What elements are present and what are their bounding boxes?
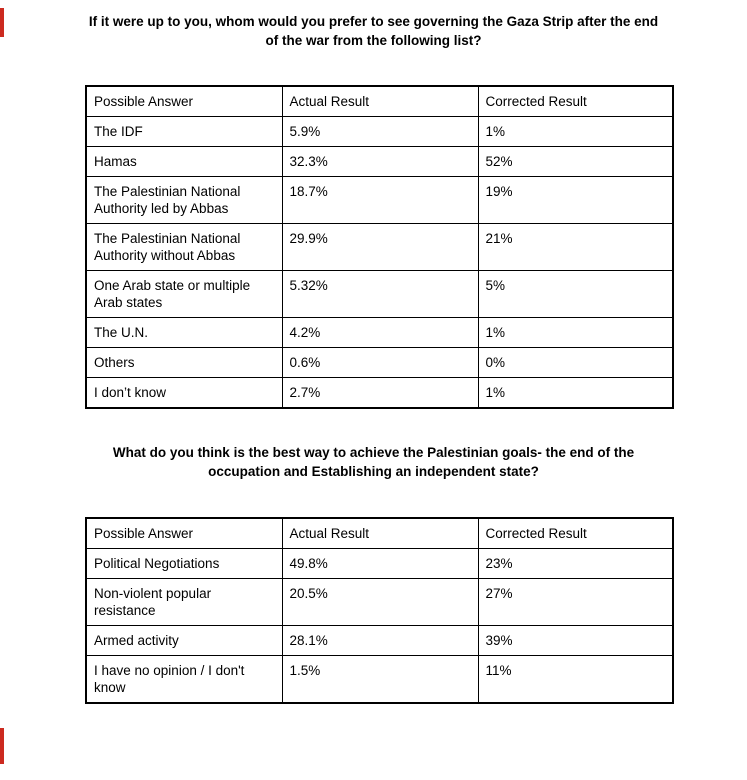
title-line: What do you think is the best way to achieve the Palestinian goals- the end of the (112, 445, 635, 460)
table-row (86, 177, 673, 224)
cell-corrected-result: 0% (478, 348, 673, 378)
table-row (86, 117, 673, 147)
table-row (86, 656, 673, 704)
cell-actual-result: 49.8% (282, 549, 478, 579)
cell-corrected-result: 23% (478, 549, 673, 579)
cell-possible-answer: The IDF (86, 117, 282, 147)
cell-corrected-result: 19% (478, 177, 673, 224)
table-row (86, 271, 673, 318)
cell-corrected-result: 1% (478, 117, 673, 147)
table-header-row (86, 518, 673, 549)
title-line: occupation and Establishing an independent state? (208, 464, 539, 479)
revision-bar-bottom (0, 728, 4, 764)
table-row (86, 318, 673, 348)
table-header-row (86, 86, 673, 117)
cell-actual-result: 20.5% (282, 579, 478, 626)
cell-possible-answer: I don’t know (86, 378, 282, 409)
cell-corrected-result: 5% (478, 271, 673, 318)
table-row (86, 626, 673, 656)
cell-actual-result: 32.3% (282, 147, 478, 177)
cell-possible-answer: Political Negotiations (86, 549, 282, 579)
cell-possible-answer: I have no opinion / I don't know (86, 656, 282, 704)
header-actual-result: Actual Result (282, 518, 478, 549)
title-line: of the war from the following list? (265, 33, 482, 48)
cell-possible-answer: The U.N. (86, 318, 282, 348)
revision-bar-top (0, 8, 4, 37)
cell-corrected-result: 52% (478, 147, 673, 177)
title-line: If it were up to you, whom would you prefer to see governing the Gaza Strip after the end (88, 14, 659, 29)
cell-corrected-result: 1% (478, 378, 673, 409)
survey-question-title-2 (0, 443, 747, 481)
header-corrected-result: Corrected Result (478, 518, 673, 549)
table-row (86, 378, 673, 409)
cell-possible-answer: One Arab state or multiple Arab states (86, 271, 282, 318)
table-row (86, 147, 673, 177)
cell-actual-result: 18.7% (282, 177, 478, 224)
cell-actual-result: 5.9% (282, 117, 478, 147)
cell-actual-result: 29.9% (282, 224, 478, 271)
cell-possible-answer: Others (86, 348, 282, 378)
cell-possible-answer: The Palestinian National Authority without Abbas (86, 224, 282, 271)
cell-possible-answer: The Palestinian National Authority led by Abbas (86, 177, 282, 224)
cell-actual-result: 1.5% (282, 656, 478, 704)
cell-actual-result: 5.32% (282, 271, 478, 318)
cell-actual-result: 2.7% (282, 378, 478, 409)
cell-corrected-result: 21% (478, 224, 673, 271)
governance-results-table (85, 85, 674, 409)
header-possible-answer: Possible Answer (86, 86, 282, 117)
cell-actual-result: 4.2% (282, 318, 478, 348)
cell-possible-answer: Non-violent popular resistance (86, 579, 282, 626)
palestinian-goals-table (85, 517, 674, 704)
header-actual-result: Actual Result (282, 86, 478, 117)
cell-possible-answer: Armed activity (86, 626, 282, 656)
survey-question-title-1 (0, 0, 747, 50)
header-possible-answer: Possible Answer (86, 518, 282, 549)
cell-corrected-result: 11% (478, 656, 673, 704)
table-row (86, 348, 673, 378)
cell-possible-answer: Hamas (86, 147, 282, 177)
cell-corrected-result: 1% (478, 318, 673, 348)
cell-corrected-result: 27% (478, 579, 673, 626)
cell-corrected-result: 39% (478, 626, 673, 656)
header-corrected-result: Corrected Result (478, 86, 673, 117)
cell-actual-result: 0.6% (282, 348, 478, 378)
table-row (86, 224, 673, 271)
table-row (86, 549, 673, 579)
table-row (86, 579, 673, 626)
cell-actual-result: 28.1% (282, 626, 478, 656)
